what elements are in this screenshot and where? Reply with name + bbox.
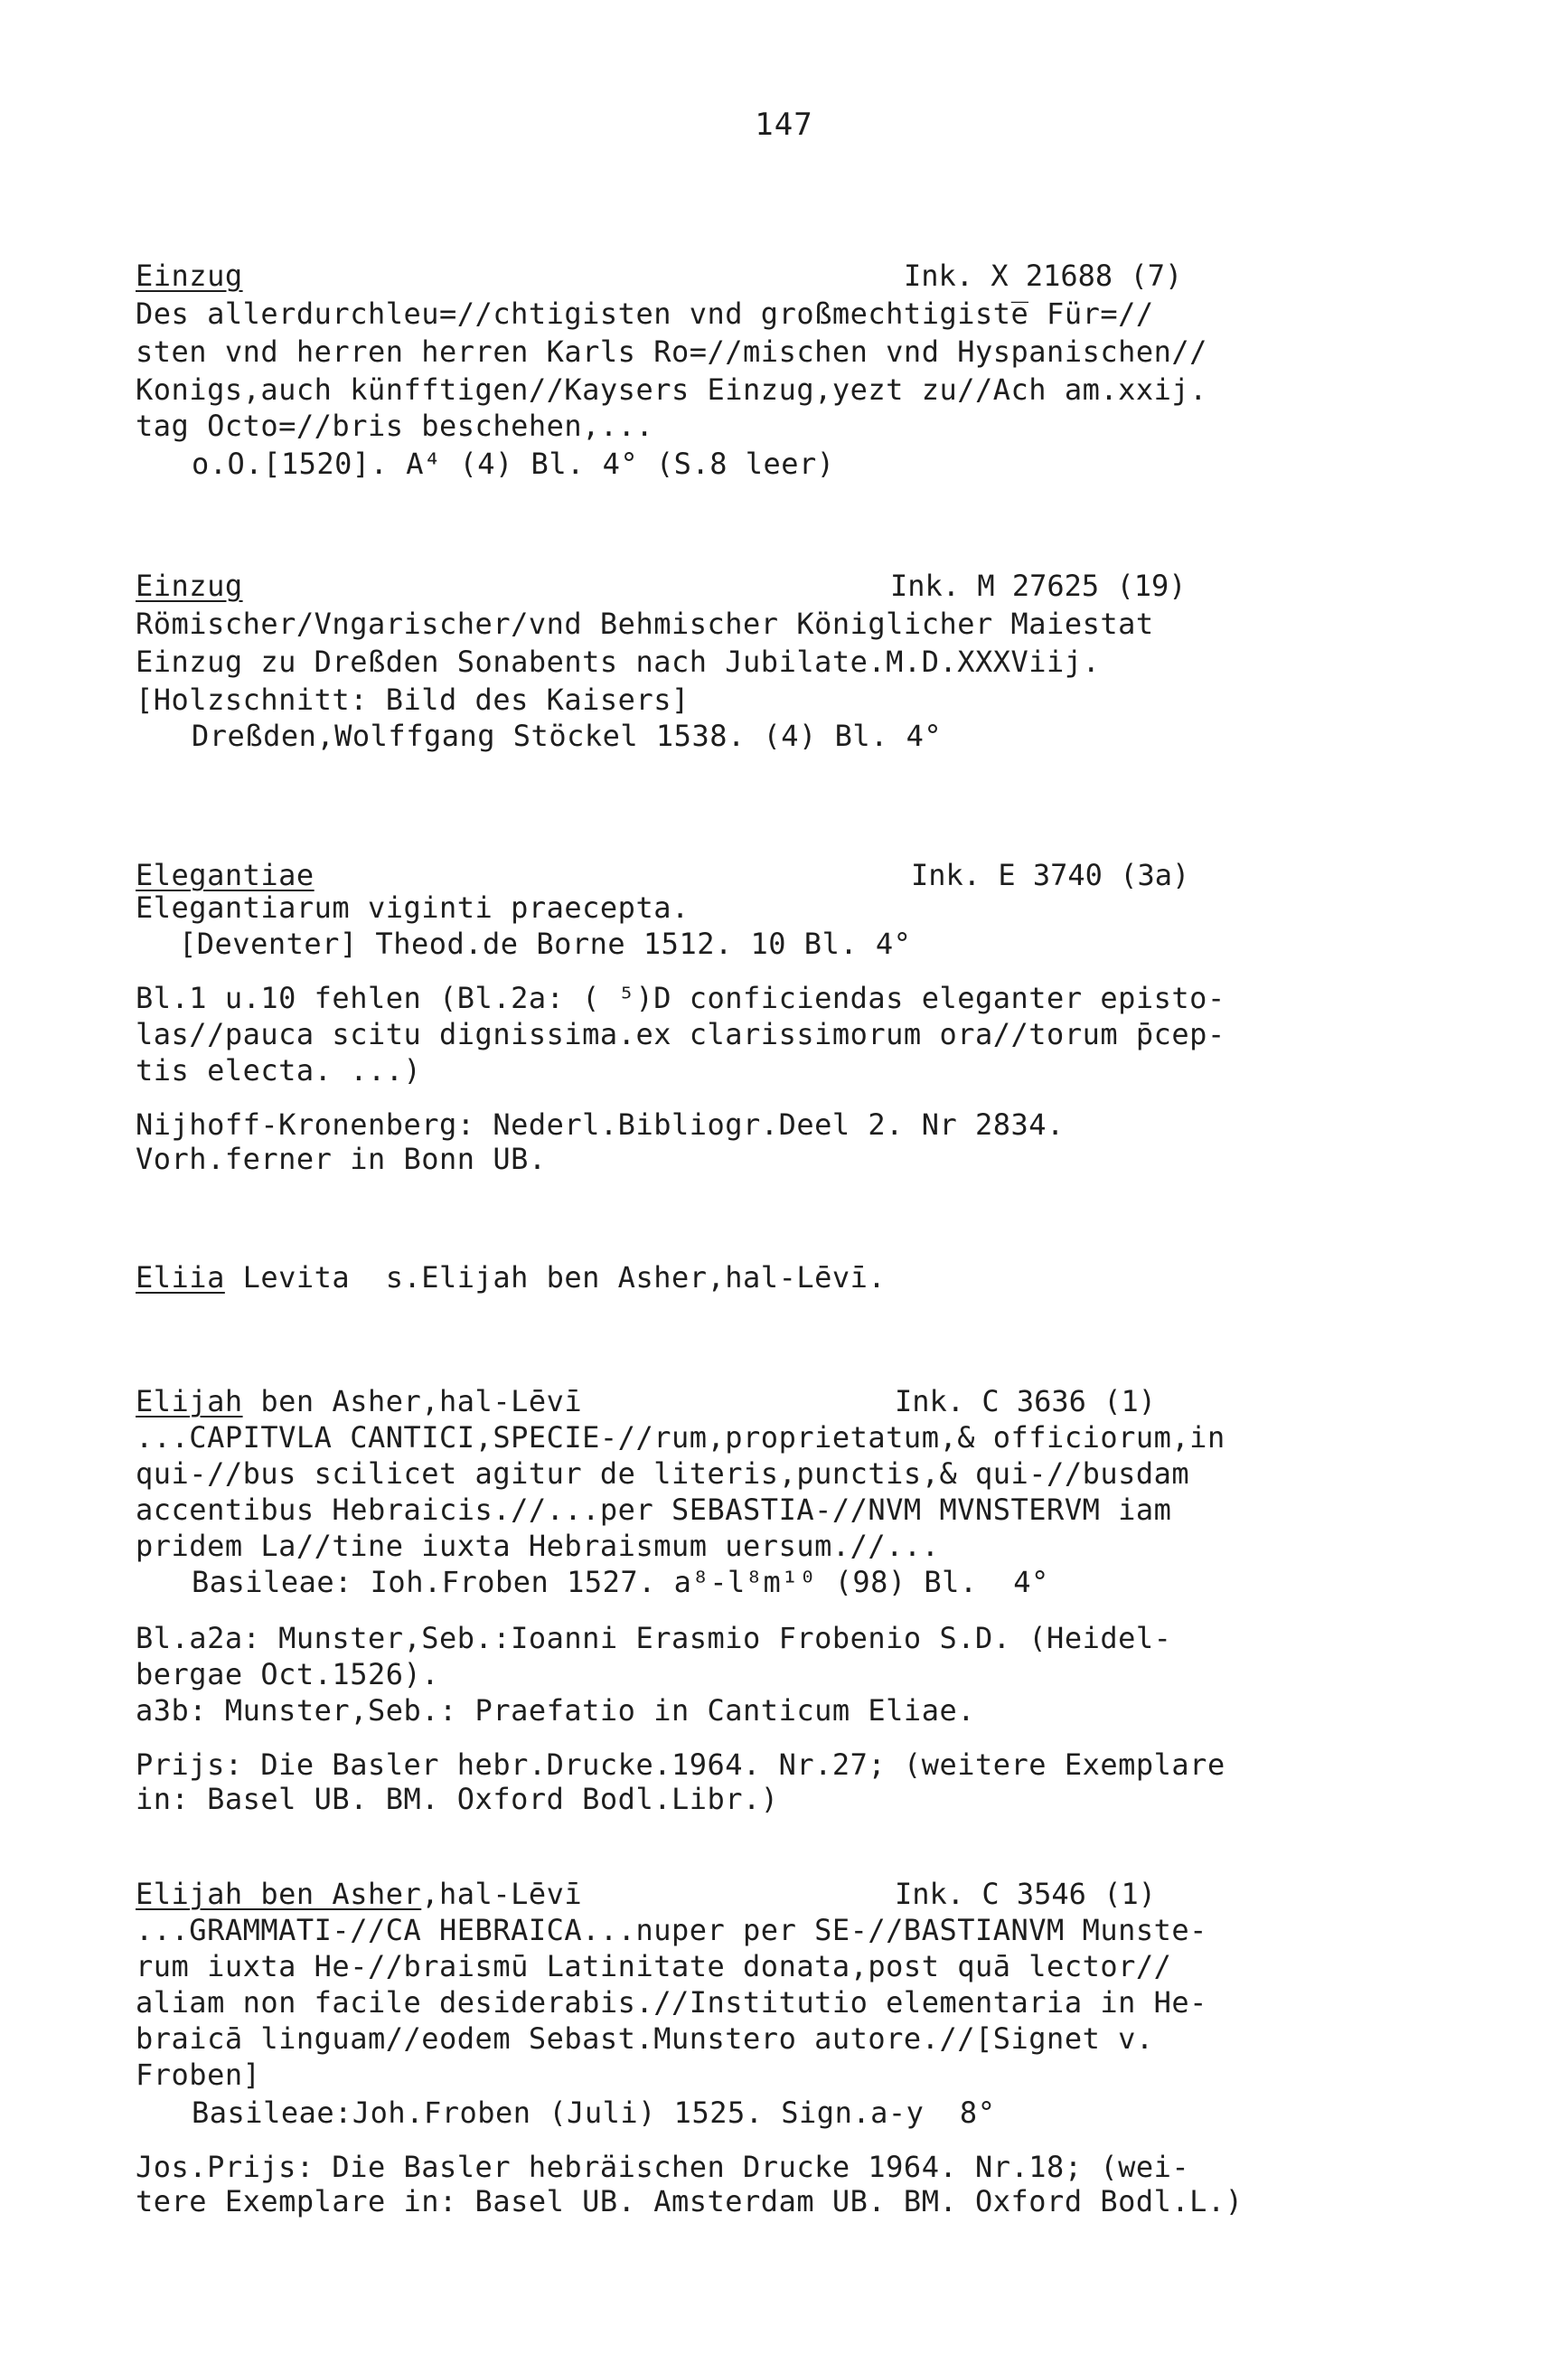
entry-heading: Eliia xyxy=(136,1260,225,1295)
title-line: ...CAPITVLA CANTICI,SPECIE-//rum,proprietatum,& officiorum,in xyxy=(136,1420,1225,1455)
heading-suffix: ,hal-Lēvī xyxy=(421,1877,583,1911)
title-line: Konigs,auch künfftigen//Kaysers Einzug,yezt zu//Ach am.xxij. xyxy=(136,372,1207,407)
entry-heading: Einzug xyxy=(136,569,243,603)
note-line: Bl.1 u.10 fehlen (Bl.2a: ( ⁵)D conficiendas eleganter episto- xyxy=(136,981,1225,1015)
heading-line xyxy=(136,1383,582,1419)
reference-line: tere Exemplare in: Basel UB. Amsterdam UB. BM. Oxford Bodl.L.) xyxy=(136,2184,1244,2218)
note-line: Bl.a2a: Munster,Seb.:Ioanni Erasmio Frobenio S.D. (Heidel- xyxy=(136,1621,1172,1655)
reference-line: Nijhoff-Kronenberg: Nederl.Bibliogr.Deel 2. Nr 2834. xyxy=(136,1107,1065,1142)
reference-line: Jos.Prijs: Die Basler hebräischen Drucke 1964. Nr.18; (wei- xyxy=(136,2150,1190,2184)
shelfmark: Ink. X 21688 (7) xyxy=(904,259,1183,293)
imprint-line: Dreßden,Wolffgang Stöckel 1538. (4) Bl. 4° xyxy=(192,719,943,753)
title-line: braicā linguam//eodem Sebast.Munstero autore.//[Signet v. xyxy=(136,2021,1154,2056)
entry-heading: Elegantiae xyxy=(136,858,315,892)
shelfmark: Ink. C 3636 (1) xyxy=(895,1384,1156,1418)
title-line: tag Octo=//bris beschehen,... xyxy=(136,409,654,443)
reference-line: Prijs: Die Basler hebr.Drucke.1964. Nr.27; (weitere Exemplare xyxy=(136,1747,1225,1782)
note-line: a3b: Munster,Seb.: Praefatio in Canticum Eliae. xyxy=(136,1693,975,1728)
imprint-line: Basileae: Ioh.Froben 1527. a⁸-l⁸m¹⁰ (98) Bl. 4° xyxy=(192,1565,1049,1599)
title-line: ...GRAMMATI-//CA HEBRAICA...nuper per SE-//BASTIANVM Munste- xyxy=(136,1913,1207,1947)
cross-reference-line xyxy=(136,1259,886,1295)
page-number: 147 xyxy=(755,107,813,143)
reference-line: Vorh.ferner in Bonn UB. xyxy=(136,1142,547,1176)
title-line: [Holzschnitt: Bild des Kaisers] xyxy=(136,683,690,717)
heading-line xyxy=(136,1876,582,1912)
title-line: sten vnd herren herren Karls Ro=//mischen vnd Hyspanischen// xyxy=(136,334,1207,369)
title-line: Des allerdurchleu=//chtigisten vnd großmechtigiste̅ Für=// xyxy=(136,297,1154,331)
catalog-entry xyxy=(136,258,1347,493)
title-line: qui-//bus scilicet agitur de literis,punctis,& qui-//busdam xyxy=(136,1456,1190,1491)
note-line: bergae Oct.1526). xyxy=(136,1657,440,1691)
entry-heading: Elijah ben Asher xyxy=(136,1877,422,1911)
imprint-line: [Deventer] Theod.de Borne 1512. 10 Bl. 4° xyxy=(179,927,912,961)
imprint-line: o.O.[1520]. A⁴ (4) Bl. 4° (S.8 leer) xyxy=(192,447,835,481)
note-line: las//pauca scitu dignissima.ex clarissimorum ora//torum p̄cep- xyxy=(136,1017,1225,1051)
reference-line: in: Basel UB. BM. Oxford Bodl.Libr.) xyxy=(136,1782,779,1816)
entry-heading: Einzug xyxy=(136,259,243,293)
shelfmark: Ink. M 27625 (19) xyxy=(890,569,1187,603)
title-line: rum iuxta He-//braismū Latinitate donata,post quā lector// xyxy=(136,1949,1172,1983)
shelfmark: Ink. C 3546 (1) xyxy=(895,1877,1156,1911)
cross-reference-entry xyxy=(136,1259,1347,1299)
title-line: Froben] xyxy=(136,2058,261,2092)
catalog-entry xyxy=(136,857,1347,1176)
catalog-entry xyxy=(136,568,1347,767)
imprint-line: Basileae:Joh.Froben (Juli) 1525. Sign.a-y 8° xyxy=(192,2096,996,2130)
title-line: aliam non facile desiderabis.//Institutio elementaria in He- xyxy=(136,1985,1207,2020)
title-line: Einzug zu Dreßden Sonabents nach Jubilate.M.D.XXXViij. xyxy=(136,645,1101,679)
catalog-entry xyxy=(136,1876,1347,2237)
title-line: pridem La//tine iuxta Hebraismum uersum.//... xyxy=(136,1529,940,1563)
note-line: tis electa. ...) xyxy=(136,1053,422,1088)
shelfmark: Ink. E 3740 (3a) xyxy=(911,858,1190,892)
title-line: Römischer/Vngarischer/vnd Behmischer Königlicher Maiestat xyxy=(136,607,1154,641)
catalog-entry xyxy=(136,1383,1347,1817)
cross-reference-text: Levita s.Elijah ben Asher,hal-Lēvī. xyxy=(224,1260,887,1295)
entry-heading: Elijah xyxy=(136,1384,243,1418)
title-line: accentibus Hebraicis.//...per SEBASTIA-//NVM MVNSTERVM iam xyxy=(136,1493,1172,1527)
heading-suffix: ben Asher,hal-Lēvī xyxy=(242,1384,583,1418)
title-line: Elegantiarum viginti praecepta. xyxy=(136,890,690,925)
